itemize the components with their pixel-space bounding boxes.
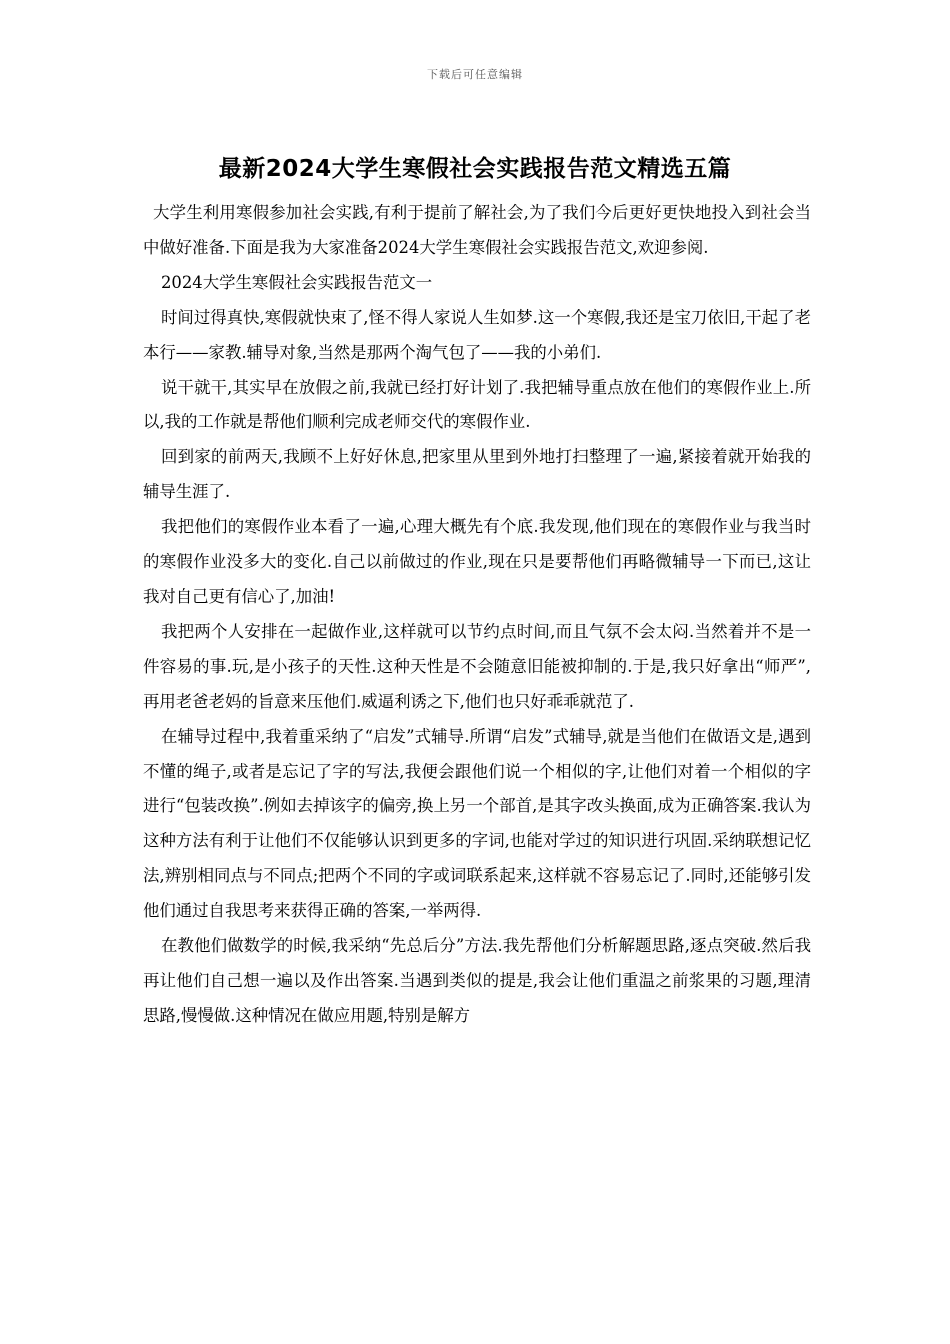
body-paragraph: 在教他们做数学的时候,我采纳“先总后分”方法.我先帮他们分析解题思路,逐点突破.然后我再让他们自己想一遍以及作出答案.当遇到类似的提是,我会让他们重温之前浆果的习题,理清思路,慢慢做.这种情况在做应用题,特别是解方: [143, 936, 811, 1025]
header-note: 下载后可任意编辑: [427, 68, 523, 81]
document-body: [143, 196, 811, 1034]
section-heading: 2024大学生寒假社会实践报告范文一: [161, 272, 433, 292]
body-paragraph: 我把两个人安排在一起做作业,这样就可以节约点时间,而且气氛不会太闷.当然着并不是一件容易的事.玩,是小孩子的天性.这种天性是不会随意旧能被抑制的.于是,我只好拿出“师严”,再用老爸老妈的旨意来压他们.威逼利诱之下,他们也只好乖乖就范了.: [143, 621, 811, 711]
body-paragraph: 回到家的前两天,我顾不上好好休息,把家里从里到外地打扫整理了一遍,紧接着就开始我的辅导生涯了.: [143, 447, 811, 502]
body-paragraph: 我把他们的寒假作业本看了一遍,心理大概先有个底.我发现,他们现在的寒假作业与我当时的寒假作业没多大的变化.自己以前做过的作业,现在只是要帮他们再略微辅导一下而已,这让我对自己更有信心了,加油!: [143, 517, 811, 606]
document-title: 最新2024大学生寒假社会实践报告范文精选五篇: [218, 156, 732, 182]
intro-paragraph: 大学生利用寒假参加社会实践,有利于提前了解社会,为了我们今后更好更快地投入到社会当中做好准备.下面是我为大家准备2024大学生寒假社会实践报告范文,欢迎参阅.: [143, 203, 811, 257]
body-paragraph: 说干就干,其实早在放假之前,我就已经打好计划了.我把辅导重点放在他们的寒假作业上.所以,我的工作就是帮他们顺利完成老师交代的寒假作业.: [143, 377, 811, 432]
body-paragraph: 时间过得真快,寒假就快束了,怪不得人家说人生如梦.这一个寒假,我还是宝刀依旧,干起了老本行——家教.辅导对象,当然是那两个淘气包了——我的小弟们.: [143, 307, 811, 362]
body-paragraph: 在辅导过程中,我着重采纳了“启发”式辅导.所谓“启发”式辅导,就是当他们在做语文是,遇到不懂的绳子,或者是忘记了字的写法,我便会跟他们说一个相似的字,让他们对着一个相似的字进行“包装改换”.例如去掉该字的偏旁,换上另一个部首,是其字改头换面,成为正确答案.我认为这种方法有利于让他们不仅能够认识到更多的字词,也能对学过的知识进行巩固.采纳联想记忆法,辨别相同点与不同点;把两个不同的字或词联系起来,这样就不容易忘记了.同时,还能够引发他们通过自我思考来获得正确的答案,一举两得.: [143, 726, 811, 921]
